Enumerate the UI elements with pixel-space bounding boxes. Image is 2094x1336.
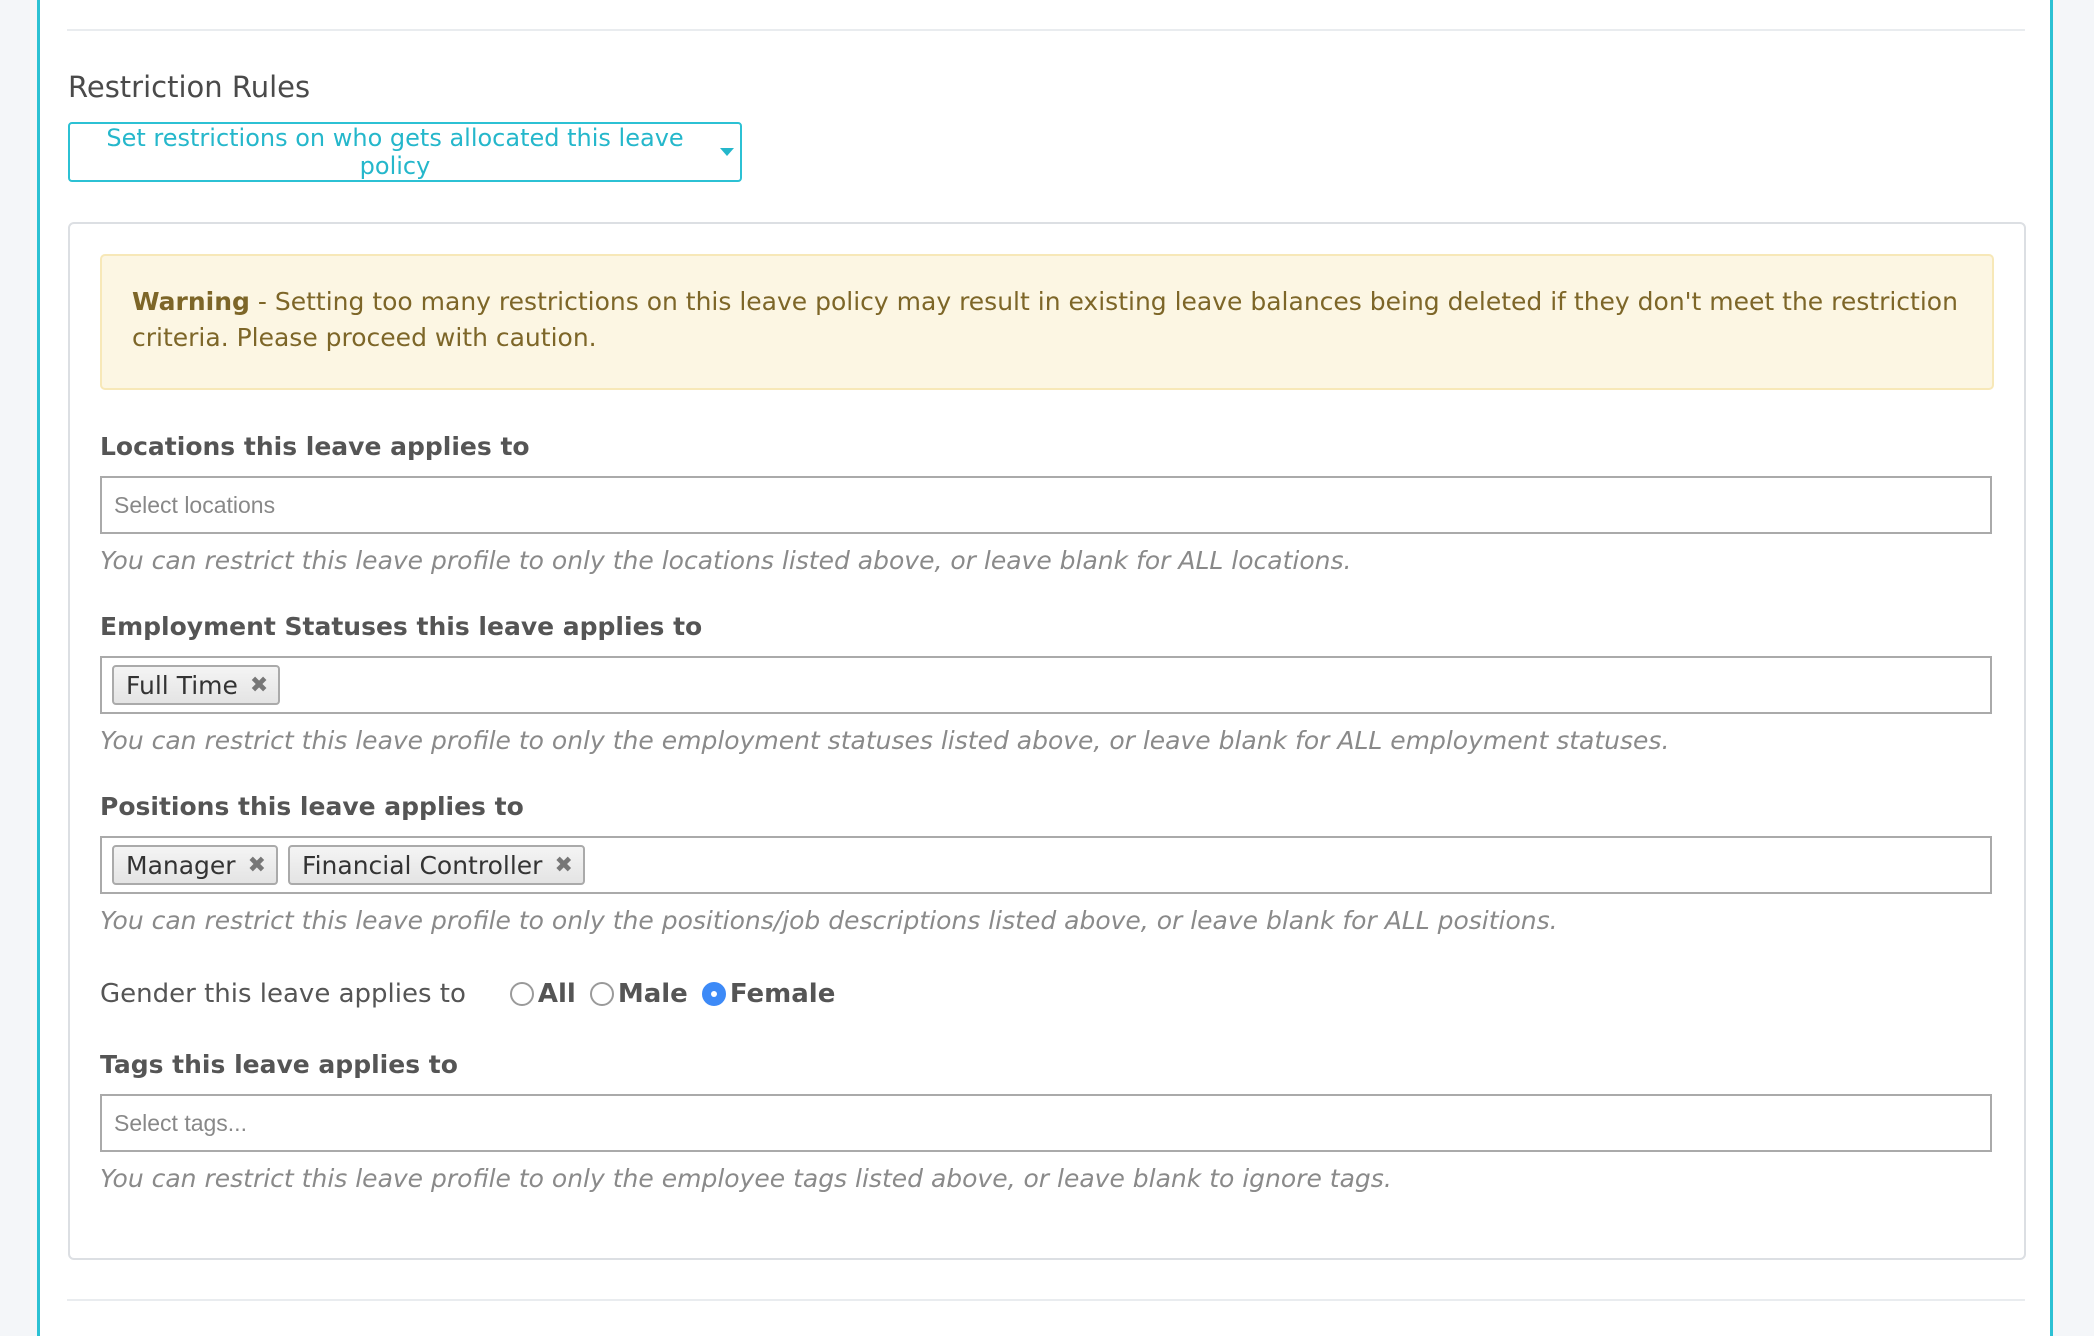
close-icon[interactable]: ✖	[249, 672, 269, 698]
employment-select[interactable]	[100, 656, 1992, 714]
warning-alert	[100, 254, 1994, 390]
locations-select[interactable]	[100, 476, 1992, 534]
tag-label: Full Time	[126, 670, 238, 700]
radio-all[interactable]	[510, 982, 534, 1006]
gender-option-label: Male	[617, 979, 688, 1009]
caret-down-icon	[720, 148, 734, 156]
restrictions-dropdown-button[interactable]	[68, 122, 742, 182]
tag-label: Financial Controller	[302, 850, 543, 880]
gender-option-label: All	[537, 979, 576, 1009]
restrictions-dropdown-label: Set restrictions on who gets allocated this leave policy	[106, 124, 684, 180]
close-icon[interactable]: ✖	[554, 852, 573, 878]
positions-label: Positions this leave applies to	[100, 792, 524, 821]
positions-select[interactable]	[100, 836, 1992, 894]
gender-row	[100, 976, 849, 1012]
tag-label: Manager	[126, 850, 236, 880]
tag-full-time	[112, 665, 280, 705]
tags-help: You can restrict this leave profile to only the employee tags listed above, or leave blank to ignore tags.	[100, 1164, 1392, 1193]
warning-text: - Setting too many restrictions on this leave policy may result in existing leave balances being deleted if they don't meet the restriction criteria. Please proceed with caution.	[132, 287, 1958, 352]
employment-label: Employment Statuses this leave applies to	[100, 612, 703, 641]
tag-financial-controller	[288, 845, 585, 885]
radio-male[interactable]	[590, 982, 614, 1006]
positions-help: You can restrict this leave profile to only the positions/job descriptions listed above, or leave blank for ALL positions.	[100, 906, 1558, 935]
gender-option-male[interactable]	[590, 979, 688, 1009]
tags-select[interactable]	[100, 1094, 1992, 1152]
gender-option-female[interactable]	[702, 979, 836, 1009]
divider-bottom	[67, 1299, 2025, 1301]
locations-input[interactable]	[112, 491, 716, 520]
locations-help: You can restrict this leave profile to only the locations listed above, or leave blank for ALL locations.	[100, 546, 1352, 575]
tags-label: Tags this leave applies to	[100, 1050, 458, 1079]
divider-top	[67, 29, 2025, 31]
gender-label: Gender this leave applies to	[100, 979, 466, 1009]
gender-option-label: Female	[729, 979, 836, 1009]
employment-help: You can restrict this leave profile to only the employment statuses listed above, or leave blank for ALL employment statuses.	[100, 726, 1670, 755]
close-icon[interactable]: ✖	[247, 852, 267, 878]
warning-strong: Warning	[132, 287, 250, 316]
tags-input[interactable]	[112, 1109, 716, 1138]
restriction-rules-title: Restriction Rules	[68, 70, 311, 104]
locations-label: Locations this leave applies to	[100, 432, 530, 461]
gender-option-all[interactable]	[510, 979, 576, 1009]
radio-female[interactable]	[702, 982, 726, 1006]
tag-manager	[112, 845, 278, 885]
